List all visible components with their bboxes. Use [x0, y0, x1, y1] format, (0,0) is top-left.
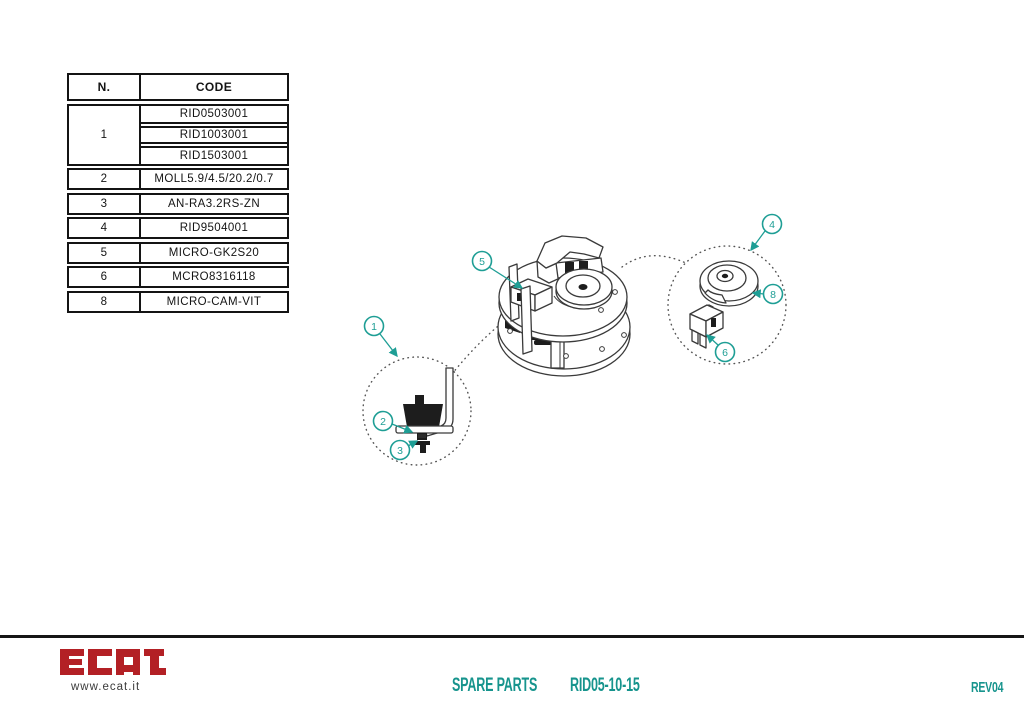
part-code-cell: MICRO-GK2S20	[168, 246, 260, 259]
table-header-code: CODE	[195, 80, 233, 94]
detail-left	[396, 368, 453, 453]
connector-right	[622, 256, 688, 267]
part-number-cell: 4	[69, 219, 141, 237]
part-number-cell: 8	[69, 293, 141, 311]
micro-switch-spare	[690, 305, 723, 348]
ecat-logo-glyphs	[57, 648, 170, 676]
revision-label: REV04	[971, 679, 1004, 696]
callout-1	[365, 317, 398, 357]
reducer-block	[403, 395, 443, 427]
ecat-logo	[57, 648, 170, 676]
footer-divider	[0, 635, 1024, 638]
part-number-cell: 5	[69, 244, 141, 262]
doc-code: RID05-10-15	[570, 675, 640, 696]
part-code-cell: MOLL5.9/4.5/20.2/0.7	[154, 173, 274, 185]
table-header-n: N.	[69, 75, 141, 99]
part-code-cell: AN-RA3.2RS-ZN	[167, 197, 261, 210]
svg-text:3: 3	[397, 445, 403, 457]
doc-type-label: SPARE PARTS	[452, 675, 538, 696]
slot-blade	[521, 286, 532, 354]
main-assembly	[498, 236, 630, 376]
detail-right	[690, 261, 758, 348]
part-code-cell: MICRO-CAM-VIT	[166, 295, 262, 308]
callout-4	[751, 215, 782, 251]
part-code-cell: RID1003001	[141, 126, 287, 144]
website-url: www.ecat.it	[71, 681, 141, 693]
part-number-cell: 6	[69, 268, 141, 286]
spring	[417, 433, 427, 440]
svg-text:6: 6	[722, 347, 728, 359]
svg-text:1: 1	[371, 321, 377, 333]
part-code-cell: MCRO8316118	[172, 271, 256, 283]
connector-left	[452, 322, 503, 374]
callout-6	[707, 335, 735, 362]
svg-text:8: 8	[770, 289, 776, 301]
part-number-cell: 2	[69, 170, 141, 188]
part-code-cell: RID9504001	[179, 222, 249, 234]
svg-text:5: 5	[479, 256, 485, 268]
part-number-cell: 3	[69, 195, 141, 213]
part-number-cell: 1	[69, 106, 141, 164]
washer-screw	[415, 441, 430, 453]
callout-3	[391, 441, 418, 460]
pulley	[554, 269, 612, 309]
svg-text:4: 4	[769, 219, 775, 231]
part-code-cell: RID0503001	[141, 106, 287, 124]
part-code-cell: RID1503001	[141, 146, 287, 164]
svg-text:2: 2	[380, 416, 386, 428]
cap-disc	[700, 261, 758, 306]
